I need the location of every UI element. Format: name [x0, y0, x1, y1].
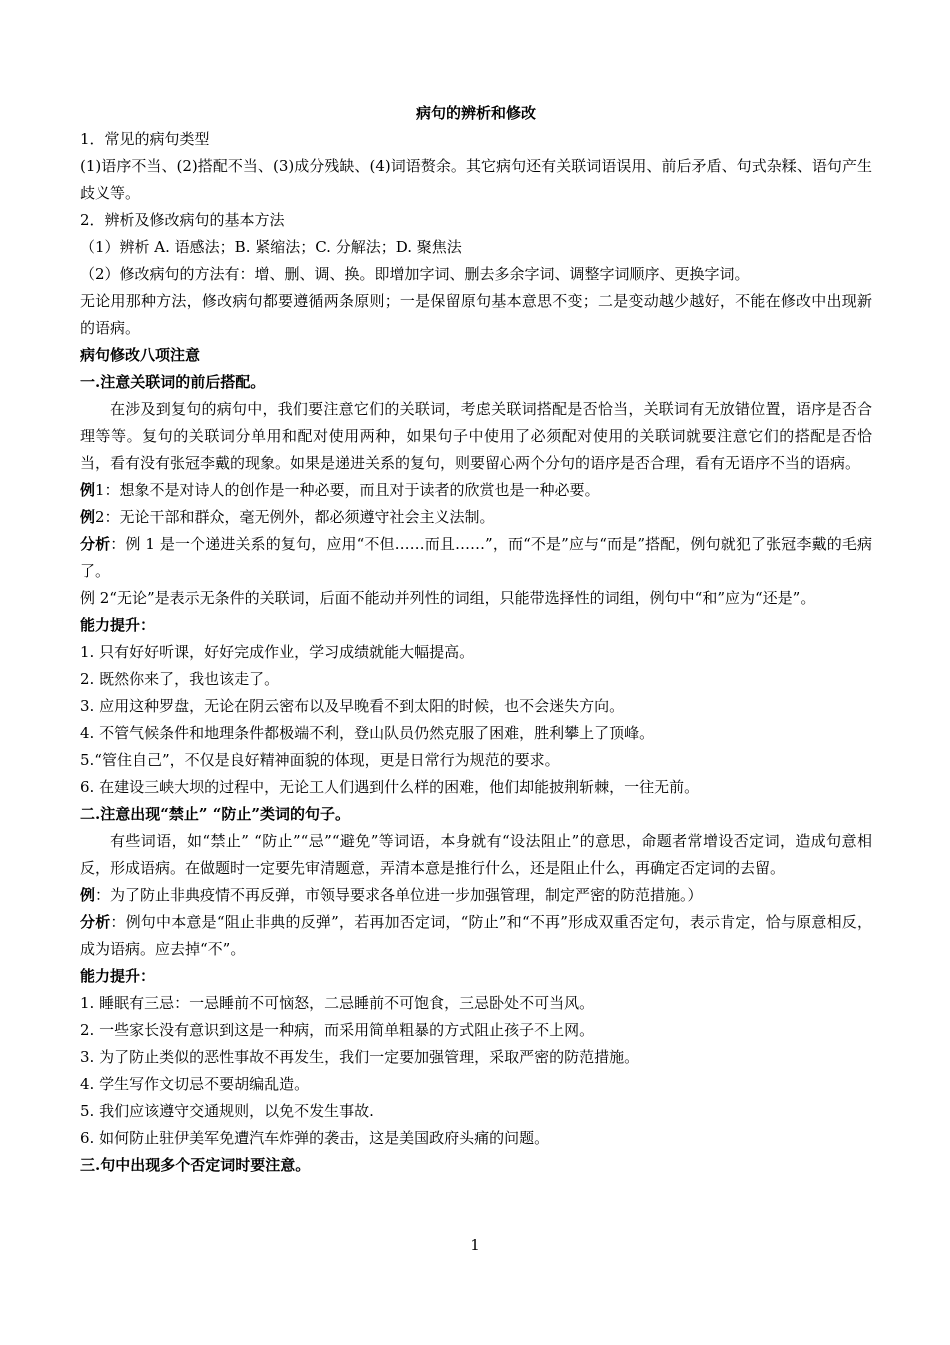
list-item: 1. 只有好好听课，好好完成作业，学习成绩就能大幅提高。 — [80, 643, 475, 661]
analysis — [80, 909, 872, 963]
example-label: 例 — [80, 886, 96, 904]
list-item: （2）修改病句的方法有：增、删、调、换。即增加字词、删去多余字词、调整字词顺序、更换字词。 — [80, 265, 750, 283]
paragraph: 在涉及到复句的病句中，我们要注意它们的关联词，考虑关联词搭配是否恰当，关联词有无放错位置，语序是否合理等等。复句的关联词分单用和配对使用两种，如果句子中使用了必须配对使用的关联词就要注意它们的搭配是否恰当，看有没有张冠李戴的现象。如果是递进关系的复句，则要留心两个分句的语序是否合理，看有无语序不当的语病。 — [80, 400, 872, 472]
analysis-text: ：例 1 是一个递进关系的复句，应用“不但……而且……”，而“不是”应与“而是”搭配，例句就犯了张冠李戴的毛病了。 — [80, 535, 872, 580]
list-item: 2. 既然你来了，我也该走了。 — [80, 670, 280, 688]
section-heading: 病句修改八项注意 — [80, 346, 201, 364]
list-item: 6. 如何防止驻伊美军免遭汽车炸弹的袭击，这是美国政府头痛的问题。 — [80, 1129, 550, 1147]
example-text: ：为了防止非典疫情不再反弹，市领导要求各单位进一步加强管理，制定严密的防范措施。） — [95, 886, 703, 904]
analysis-label: 分析 — [80, 913, 111, 931]
document-body — [80, 100, 872, 1179]
analysis-text: ：例句中本意是“阻止非典的反弹”，若再加否定词，“防止”和“不再”形成双重否定句，表示肯定，恰与原意相反，成为语病。应去掉“不”。 — [80, 913, 872, 958]
example-text: 2：无论干部和群众，毫无例外，都必须遵守社会主义法制。 — [95, 508, 495, 526]
list-item: 6. 在建设三峡大坝的过程中，无论工人们遇到什么样的困难，他们却能披荆斩棘，一往无前。 — [80, 778, 700, 796]
example — [80, 882, 872, 909]
example — [80, 504, 872, 531]
list-item: 5.“管住自己”，不仅是良好精神面貌的体现，更是日常行为规范的要求。 — [80, 751, 560, 769]
page-number: 1 — [470, 1236, 480, 1254]
list-item: 2. 一些家长没有意识到这是一种病，而采用简单粗暴的方式阻止孩子不上网。 — [80, 1021, 595, 1039]
practice-label: 能力提升： — [80, 967, 156, 985]
list-item: 4. 学生写作文切忌不要胡编乱造。 — [80, 1075, 310, 1093]
point-heading: 一.注意关联词的前后搭配。 — [80, 373, 266, 391]
list-item: 5. 我们应该遵守交通规则，以免不发生事故. — [80, 1102, 374, 1120]
list-item: 4. 不管气候条件和地理条件都极端不利，登山队员仍然克服了困难，胜利攀上了顶峰。 — [80, 724, 655, 742]
point-heading: 二.注意出现“禁止” “防止”类词的句子。 — [80, 805, 350, 823]
page-title: 病句的辨析和修改 — [415, 104, 536, 122]
analysis — [80, 531, 872, 585]
section-heading: 2．辨析及修改病句的基本方法 — [80, 211, 285, 229]
paragraph: 无论用那种方法，修改病句都要遵循两条原则；一是保留原句基本意思不变；二是变动越少越好，不能在修改中出现新的语病。 — [80, 292, 872, 337]
example-text: 1：想象不是对诗人的创作是一种必要，而且对于读者的欣赏也是一种必要。 — [95, 481, 600, 499]
practice-label: 能力提升： — [80, 616, 156, 634]
example — [80, 477, 872, 504]
list-item: （1）辨析 A. 语感法；B. 紧缩法；C. 分解法；D. 聚焦法 — [80, 238, 462, 256]
paragraph: (1)语序不当、(2)搭配不当、(3)成分残缺、(4)词语赘余。其它病句还有关联词语误用、前后矛盾、句式杂糅、语句产生歧义等。 — [80, 157, 872, 202]
list-item: 1. 睡眠有三忌：一忌睡前不可恼怒，二忌睡前不可饱食，三忌卧处不可当风。 — [80, 994, 595, 1012]
paragraph: 例 2“无论”是表示无条件的关联词，后面不能动并列性的词组，只能带选择性的词组，例句中“和”应为“还是”。 — [80, 589, 816, 607]
section-heading: 1．常见的病句类型 — [80, 130, 210, 148]
list-item: 3. 为了防止类似的恶性事故不再发生，我们一定要加强管理，采取严密的防范措施。 — [80, 1048, 640, 1066]
example-label: 例 — [80, 481, 96, 499]
example-label: 例 — [80, 508, 96, 526]
point-heading: 三.句中出现多个否定词时要注意。 — [80, 1156, 311, 1174]
paragraph: 有些词语，如“禁止” “防止”“忌”“避免”等词语，本身就有“设法阻止”的意思，命题者常增设否定词，造成句意相反，形成语病。在做题时一定要先审清题意，弄清本意是推行什么，还是阻止什么，再确定否定词的去留。 — [80, 832, 872, 877]
list-item: 3. 应用这种罗盘，无论在阴云密布以及早晚看不到太阳的时候，也不会迷失方向。 — [80, 697, 625, 715]
analysis-label: 分析 — [80, 535, 111, 553]
